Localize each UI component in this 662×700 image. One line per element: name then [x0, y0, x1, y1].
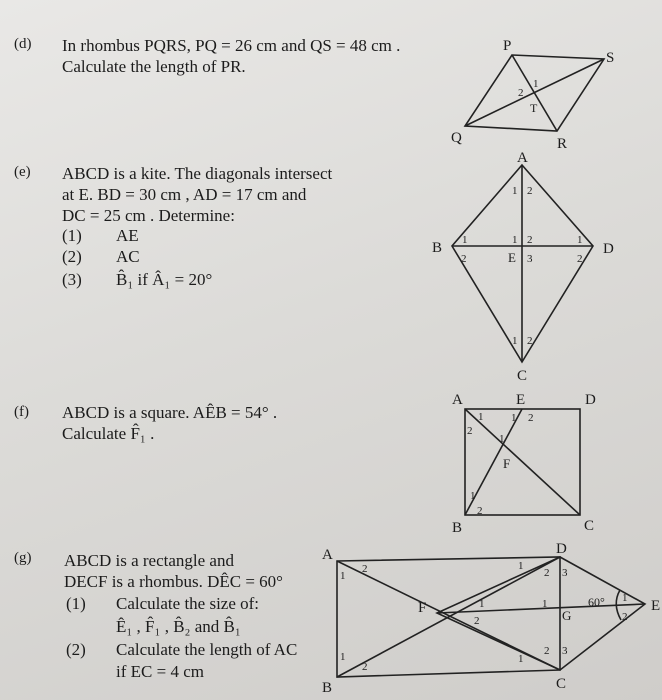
rect-label-c: C: [556, 676, 567, 692]
label-s: S: [606, 50, 615, 66]
rhombus-label-e: E: [651, 598, 661, 614]
label-d: D: [603, 241, 614, 257]
kite-e-angle-3: 3: [527, 253, 533, 265]
kite-a-angle-2: 2: [527, 185, 533, 197]
question-e-item-2-text: AC: [116, 247, 140, 266]
square-a-angle-1: 1: [478, 411, 484, 423]
label-b: B: [432, 240, 443, 256]
kite-d-angle-2: 2: [577, 253, 583, 265]
square-e-angle-2: 2: [528, 412, 534, 424]
kite-d-angle-1: 1: [577, 234, 583, 246]
kite-a-angle-1: 1: [512, 185, 518, 197]
rect-b-angle-1: 1: [340, 651, 346, 663]
square-label-c: C: [584, 518, 595, 534]
question-e-line-3: DC = 25 cm . Determine:: [62, 206, 235, 225]
rect-b-angle-2: 2: [362, 661, 368, 673]
question-d-line-2: Calculate the length of PR.: [62, 57, 246, 76]
label-c: C: [517, 368, 528, 384]
question-g-item-1-text: Calculate the size of:: [116, 594, 260, 613]
square-e-angle-1: 1: [511, 412, 517, 424]
question-g-line-2: DECF is a rhombus. DÊC = 60°: [64, 572, 283, 591]
label-p: P: [503, 38, 512, 54]
question-g-line-1: ABCD is a rectangle and: [64, 551, 234, 570]
kite-e-angle-2: 2: [527, 234, 533, 246]
rectangle-diagonal-ac: [337, 561, 560, 670]
question-e-item-1-text: AE: [116, 226, 139, 245]
question-g-item-1-number: (1): [66, 594, 86, 613]
label-r: R: [557, 136, 568, 152]
question-g-item-2-text: Ê₁ , F̂₁ , B̂₂ and B̂₁: [116, 617, 241, 636]
square-diagonal-ac: [465, 409, 580, 515]
question-g-label: (g): [14, 550, 32, 566]
square-label-f: F: [503, 456, 511, 471]
kite-e-angle-1: 1: [512, 234, 518, 246]
kite-c-angle-1: 1: [512, 335, 518, 347]
question-e-line-2: at E. BD = 30 cm , AD = 17 cm and: [62, 185, 307, 204]
angle-60-label: 60°: [588, 595, 605, 609]
question-d-label: (d): [14, 36, 32, 52]
question-e-item-2-number: (2): [62, 247, 82, 266]
rhombus-f-angle-2: 2: [474, 615, 480, 627]
square-b-angle-2: 2: [477, 505, 483, 517]
label-q: Q: [451, 130, 462, 146]
square-label-a: A: [452, 392, 463, 408]
square-label-e: E: [516, 392, 526, 408]
rect-a-angle-1: 1: [340, 570, 346, 582]
label-t: T: [530, 101, 538, 115]
rect-label-a: A: [322, 547, 333, 563]
question-f-line-2: Calculate F̂₁ .: [62, 424, 155, 443]
rect-c-angle-3: 3: [562, 645, 568, 657]
rect-a-angle-2: 2: [362, 563, 368, 575]
square-a-angle-2: 2: [467, 425, 473, 437]
label-t-angle-1: 1: [533, 78, 539, 90]
label-t-angle-2: 2: [518, 87, 524, 99]
square-f-angle-1: 1: [499, 433, 505, 445]
question-e-item-3-number: (3): [62, 270, 82, 289]
rhombus-f-angle-1: 1: [479, 598, 485, 610]
question-f-line-1: ABCD is a square. AÊB = 54° .: [62, 403, 278, 422]
rect-label-d: D: [556, 541, 567, 557]
rect-d-angle-3: 3: [562, 567, 568, 579]
question-e-item-1-number: (1): [62, 226, 82, 245]
rect-label-b: B: [322, 680, 333, 696]
rect-c-angle-1: 1: [518, 653, 524, 665]
square-label-d: D: [585, 392, 596, 408]
question-g-item-3-number: (2): [66, 640, 86, 659]
rhombus-e-angle-1: 1: [622, 592, 628, 604]
kite-b-angle-1: 1: [462, 234, 468, 246]
rect-label-g: G: [562, 608, 572, 623]
square-label-b: B: [452, 520, 463, 536]
rhombus-label-f: F: [418, 600, 427, 616]
question-f-label: (f): [14, 404, 29, 420]
question-e-label: (e): [14, 164, 31, 180]
rectangle-diagonal-bd: [337, 557, 560, 677]
rhombus-diagonal-fe: [437, 604, 645, 613]
kite-b-angle-2: 2: [461, 253, 467, 265]
question-g-item-4-text: if EC = 4 cm: [116, 662, 204, 681]
rhombus-decf: [437, 557, 645, 670]
rect-c-angle-2: 2: [544, 645, 550, 657]
question-e-item-3-text: B̂₁ if Â₁ = 20°: [116, 270, 213, 289]
question-e-line-1: ABCD is a kite. The diagonals intersect: [62, 164, 333, 183]
question-g-item-3-text: Calculate the length of AC: [116, 640, 298, 659]
rect-d-angle-1: 1: [518, 560, 524, 572]
rhombus-e-angle-2: 2: [622, 611, 628, 623]
kite-c-angle-2: 2: [527, 335, 533, 347]
square-b-angle-1: 1: [470, 490, 476, 502]
question-d-line-1: In rhombus PQRS, PQ = 26 cm and QS = 48 cm .: [62, 36, 401, 55]
rect-d-angle-2: 2: [544, 567, 550, 579]
rect-g-angle-1: 1: [542, 598, 548, 610]
label-e: E: [508, 250, 516, 265]
label-a: A: [517, 150, 528, 166]
